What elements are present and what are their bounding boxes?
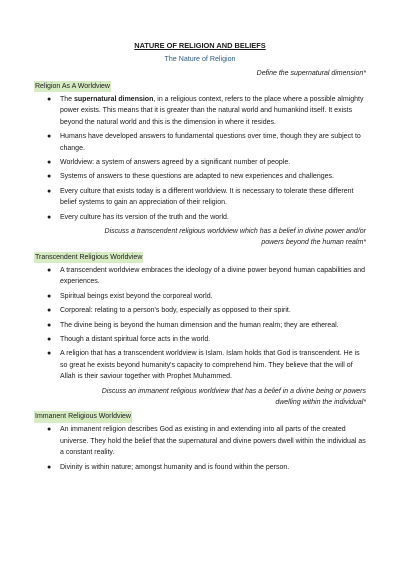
list-item-text-prefix: The: [60, 96, 75, 103]
immanent-list: [34, 424, 366, 473]
bullet-icon: ●: [47, 213, 52, 221]
bullet-icon: ●: [47, 266, 52, 274]
bullet-icon: ●: [47, 187, 52, 195]
list-item-text-suffix: , in a religious context, refers to the place where a possible almighty power exists. This means that it is greater than the natural world and humankind itself. It exists beyond the natural world and this is the dimension in where it resides.: [60, 96, 364, 126]
bullet-icon: ●: [47, 350, 52, 358]
list-item-text: Spiritual beings exist beyond the corporeal world.: [60, 292, 213, 300]
question-prompt-2: Discuss a transcendent religious worldview which has a belief in divine power and/or powers beyond the human realm*: [104, 228, 366, 247]
section-heading-wrap-2: [34, 252, 366, 265]
list-item: [47, 334, 366, 345]
key-term: supernatural dimension: [74, 96, 154, 103]
question-prompt-3: Discuss an immanent religious worldview that has a belief in a divine being or powers dwelling within the individual*: [101, 387, 366, 406]
list-item: [47, 265, 366, 288]
section-heading-immanent: Immanent Religious Worldview: [34, 411, 132, 422]
bullet-icon: ●: [47, 463, 52, 471]
section-heading-wrap-3: [34, 411, 366, 424]
list-item-text: A religion that has a transcendent worldview is Islam. Islam holds that God is transcendent. He is so great he exists beyond humanity's capacity to comprehend him. They believe that the will of Allah is their saviour together with Prophet Muhammed.: [60, 350, 360, 381]
list-item: [47, 305, 366, 316]
list-item: [47, 157, 366, 168]
list-item: [47, 291, 366, 302]
section-heading-wrap-1: [34, 81, 366, 94]
bullet-icon: ●: [47, 133, 52, 141]
list-item: [47, 94, 366, 128]
transcendent-list: [34, 265, 366, 383]
list-item-text: Worldview: a system of answers agreed by a significant number of people.: [60, 159, 291, 167]
list-item: [47, 348, 366, 382]
list-item-text: Though a distant spiritual force acts in the world.: [60, 335, 211, 343]
bullet-icon: ●: [47, 96, 52, 103]
list-item: [47, 212, 366, 223]
bullet-icon: ●: [47, 335, 52, 343]
list-item: [47, 131, 366, 154]
list-item: [47, 424, 366, 458]
bullet-icon: ●: [47, 292, 52, 300]
worldview-list: [34, 94, 366, 223]
list-item-text: Every culture that exists today is a different worldview. It is necessary to tolerate these different belief systems to gain an appreciation of their religion.: [60, 187, 354, 207]
list-item-text: Every culture has its version of the truth and the world.: [60, 213, 229, 221]
question-prompt-1: Define the supernatural dimension*: [256, 70, 366, 77]
list-item-text: The divine being is beyond the human dimension and the human realm; they are ethereal.: [60, 321, 339, 329]
list-item: [47, 171, 366, 182]
list-item-text: Corporeal: relating to a person's body, especially as opposed to their spirit.: [60, 307, 291, 315]
bullet-icon: ●: [47, 307, 52, 315]
list-item-text: An immanent religion describes God as existing in and extending into all parts of the created universe. They hold the belief that the supernatural and divine powers dwell within the individual as a constant reality.: [60, 426, 366, 457]
list-item: [47, 320, 366, 331]
document-title: NATURE OF RELIGION AND BELIEFS: [134, 41, 266, 50]
list-item: [47, 462, 366, 473]
section-heading-worldview: Religion As A Worldview: [34, 81, 111, 92]
list-item-text: Humans have developed answers to fundamental questions over time, though they are subject to change.: [60, 133, 361, 152]
list-item-text: Divinity is within nature; amongst humanity and is found within the person.: [60, 463, 290, 471]
list-item: [47, 186, 366, 209]
bullet-icon: ●: [47, 159, 52, 167]
list-item-text: A transcendent worldview embraces the ideology of a divine power beyond human capabilities and experiences.: [60, 266, 366, 286]
section-heading-transcendent: Transcendent Religious Worldview: [34, 252, 143, 263]
bullet-icon: ●: [47, 173, 52, 181]
bullet-icon: ●: [47, 426, 52, 434]
document-subtitle: The Nature of Religion: [164, 55, 236, 63]
bullet-icon: ●: [47, 321, 52, 329]
list-item-text: Systems of answers to these questions are adapted to new experiences and challenges.: [60, 173, 334, 181]
